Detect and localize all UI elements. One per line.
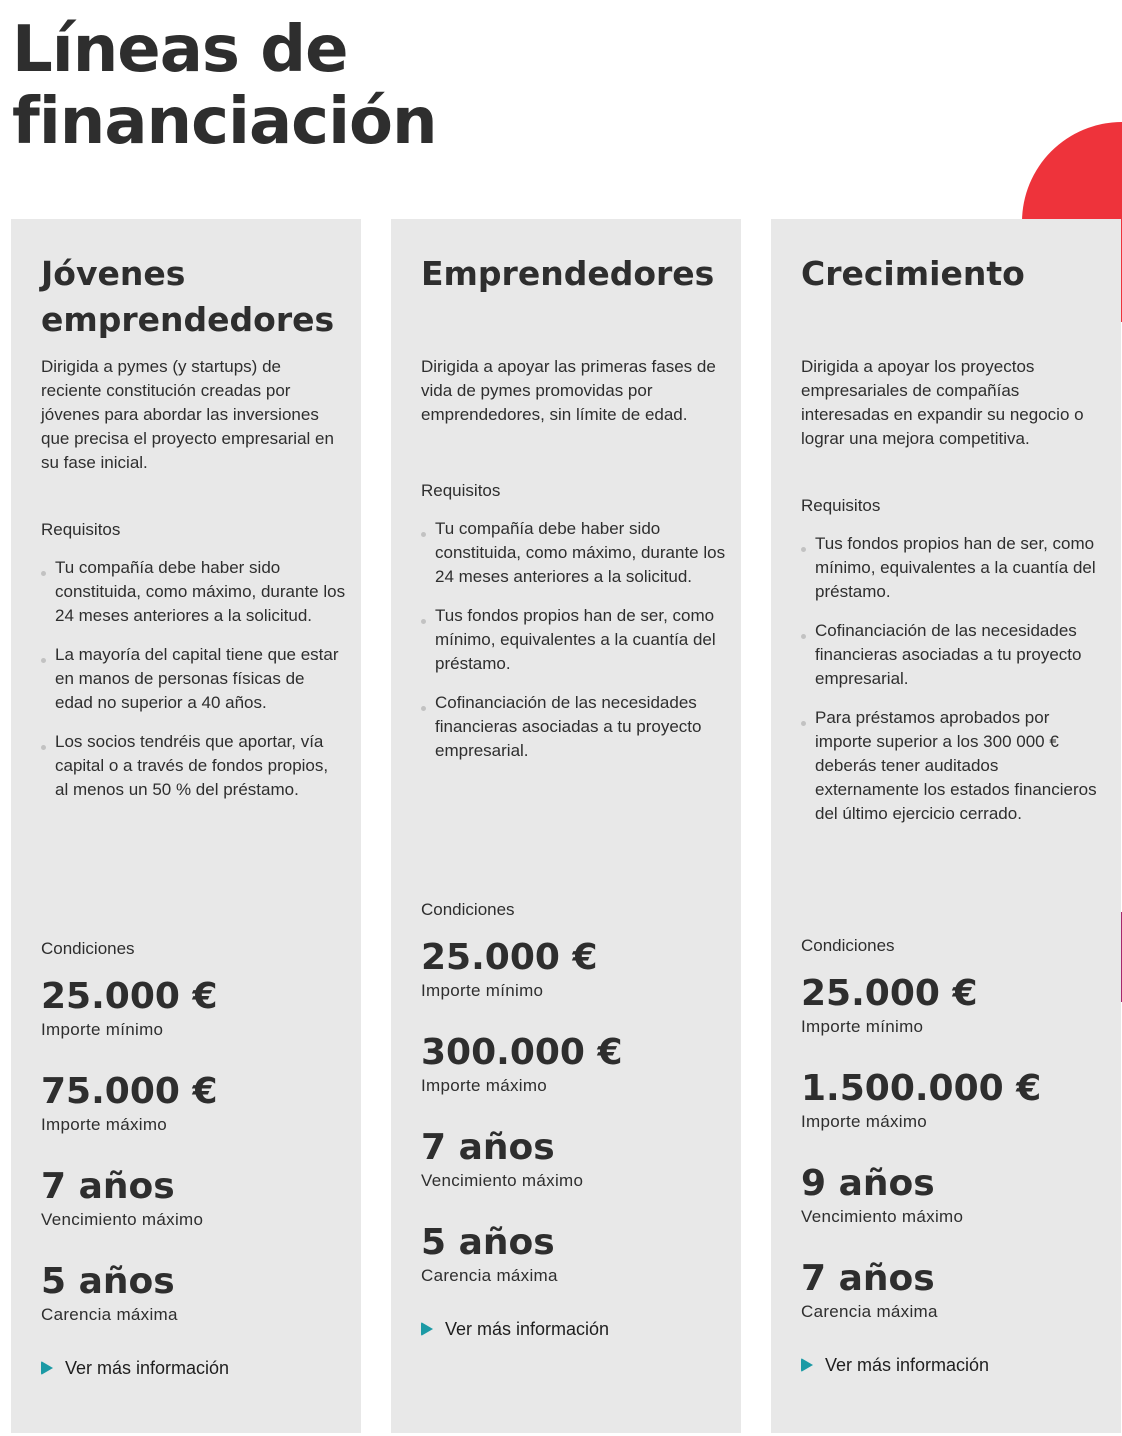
card-title: Emprendedores (421, 254, 715, 293)
requirement-item: Tu compañía debe haber sido constituida, como máximo, durante los 24 meses anteriores a la solicitud. (421, 517, 726, 589)
more-info-link[interactable] (801, 1354, 989, 1376)
financing-card-crecimiento (771, 219, 1121, 1433)
financing-card-jovenes-emprendedores (11, 219, 361, 1433)
card-title: Jóvenes emprendedores (41, 254, 335, 339)
condition-item (421, 1126, 721, 1221)
condition-value: 1.500.000 € (801, 1068, 1042, 1109)
requirement-item: Tu compañía debe haber sido constituida, como máximo, durante los 24 meses anteriores a la solicitud. (41, 556, 346, 628)
requirement-item: Cofinanciación de las necesidades financieras asociadas a tu proyecto empresarial. (801, 619, 1106, 691)
requirements-list (41, 556, 346, 817)
more-info-label: Ver más información (825, 1355, 990, 1375)
condition-label: Importe máximo (421, 1076, 548, 1095)
condition-label: Importe mínimo (421, 981, 544, 1000)
condition-label: Vencimiento máximo (801, 1207, 964, 1226)
page-title-line2: financiación (12, 85, 437, 159)
more-info-link[interactable] (41, 1357, 229, 1379)
requirement-item: Tus fondos propios han de ser, como mínimo, equivalentes a la cuantía del préstamo. (421, 604, 726, 676)
condition-value: 25.000 € (801, 973, 978, 1014)
conditions-label: Condiciones (41, 939, 135, 958)
page-title-line1: Líneas de (12, 13, 348, 87)
condition-value: 25.000 € (421, 937, 598, 978)
bullet-icon (41, 571, 46, 576)
condition-label: Vencimiento máximo (421, 1171, 584, 1190)
bullet-icon (41, 745, 46, 750)
financing-card-emprendedores (391, 219, 741, 1433)
more-info-label: Ver más información (65, 1358, 230, 1378)
conditions-list (41, 975, 341, 1355)
condition-item (41, 1070, 341, 1165)
condition-label: Importe máximo (801, 1112, 928, 1131)
condition-label: Carencia máxima (421, 1266, 558, 1285)
condition-item (421, 936, 721, 1031)
condition-item (801, 1162, 1101, 1257)
condition-value: 9 años (801, 1163, 935, 1204)
card-title: Crecimiento (801, 254, 1025, 293)
requirements-label: Requisitos (801, 496, 881, 515)
condition-item (41, 975, 341, 1070)
conditions-label: Condiciones (421, 900, 515, 919)
condition-item (421, 1031, 721, 1126)
requirement-item: Tus fondos propios han de ser, como mínimo, equivalentes a la cuantía del préstamo. (801, 532, 1106, 604)
condition-value: 7 años (421, 1127, 555, 1168)
requirements-label: Requisitos (41, 520, 121, 539)
condition-value: 300.000 € (421, 1032, 623, 1073)
card-description: Dirigida a apoyar las primeras fases de vida de pymes promovidas por emprendedores, sin límite de edad. (421, 357, 716, 424)
condition-value: 5 años (421, 1222, 555, 1263)
condition-value: 25.000 € (41, 976, 218, 1017)
card-description: Dirigida a pymes (y startups) de reciente constitución creadas por jóvenes para abordar las inversiones que precisa el proyecto empresarial en su fase inicial. (41, 357, 334, 472)
bullet-icon (801, 547, 806, 552)
bullet-icon (801, 721, 806, 726)
condition-value: 5 años (41, 1261, 175, 1302)
bullet-icon (421, 532, 426, 537)
conditions-label: Condiciones (801, 936, 895, 955)
requirement-item: Para préstamos aprobados por importe superior a los 300 000 € deberás tener auditados externamente los estados financieros del último ejercicio cerrado. (801, 706, 1106, 826)
condition-item (801, 1257, 1101, 1352)
condition-label: Importe máximo (41, 1115, 168, 1134)
play-arrow-icon (41, 1361, 53, 1375)
bullet-icon (801, 634, 806, 639)
requirements-label: Requisitos (421, 481, 501, 500)
card-description: Dirigida a apoyar los proyectos empresariales de compañías interesadas en expandir su negocio o lograr una mejora competitiva. (801, 357, 1084, 448)
conditions-list (421, 936, 721, 1316)
condition-value: 7 años (41, 1166, 175, 1207)
conditions-list (801, 972, 1101, 1352)
condition-item (41, 1165, 341, 1260)
condition-label: Importe mínimo (41, 1020, 164, 1039)
condition-label: Importe mínimo (801, 1017, 924, 1036)
requirement-item: La mayoría del capital tiene que estar en manos de personas físicas de edad no superior a 40 años. (41, 643, 346, 715)
condition-value: 75.000 € (41, 1071, 218, 1112)
condition-value: 7 años (801, 1258, 935, 1299)
play-arrow-icon (421, 1322, 433, 1336)
bullet-icon (421, 619, 426, 624)
bullet-icon (421, 706, 426, 711)
more-info-link[interactable] (421, 1318, 609, 1340)
condition-item (801, 972, 1101, 1067)
more-info-label: Ver más información (445, 1319, 610, 1339)
condition-label: Vencimiento máximo (41, 1210, 204, 1229)
play-arrow-icon (801, 1358, 813, 1372)
condition-label: Carencia máxima (41, 1305, 178, 1324)
requirement-item: Los socios tendréis que aportar, vía capital o a través de fondos propios, al menos un 50 % del préstamo. (41, 730, 346, 802)
page-title (12, 14, 437, 158)
bullet-icon (41, 658, 46, 663)
requirement-item: Cofinanciación de las necesidades financieras asociadas a tu proyecto empresarial. (421, 691, 726, 763)
condition-item (41, 1260, 341, 1355)
condition-item (801, 1067, 1101, 1162)
condition-label: Carencia máxima (801, 1302, 938, 1321)
condition-item (421, 1221, 721, 1316)
requirements-list (801, 532, 1106, 841)
requirements-list (421, 517, 726, 778)
